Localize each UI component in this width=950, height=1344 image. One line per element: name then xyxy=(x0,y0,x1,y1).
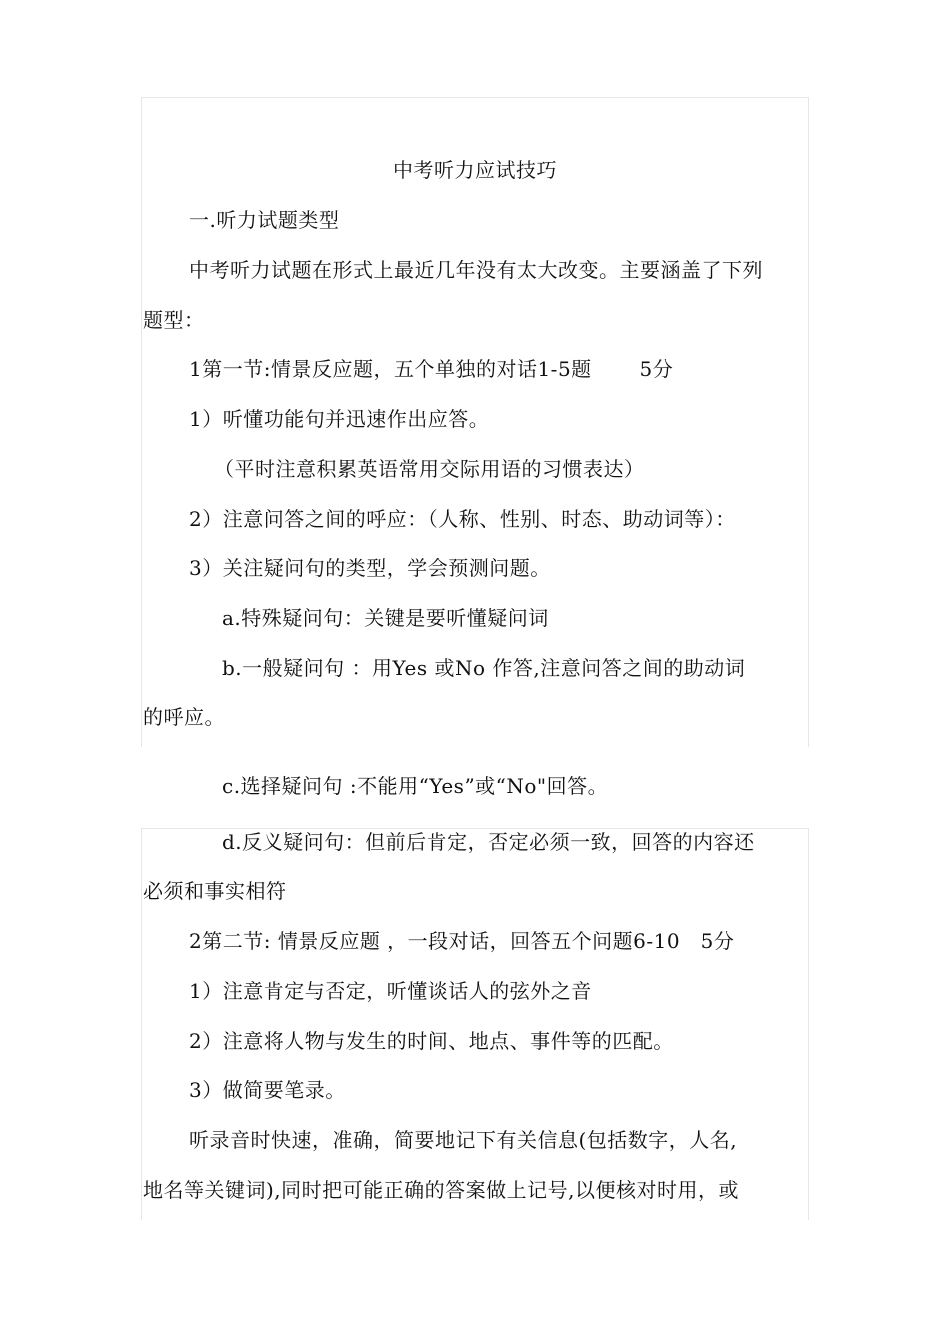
part-1-item-2: 2）注意问答之间的呼应：（人称、性别、时态、助动词等）： xyxy=(189,507,736,531)
question-type-d-line-2: 必须和事实相符 xyxy=(143,879,287,903)
question-type-d-line-1: d.反义疑问句：但前后肯定，否定必须一致，回答的内容还 xyxy=(222,830,755,854)
part-1-item-3: 3）关注疑问句的类型，学会预测问题。 xyxy=(189,556,551,580)
intro-paragraph-line-1: 中考听力试题在形式上最近几年没有太大改变。主要涵盖了下列 xyxy=(189,258,763,282)
question-type-c: c.选择疑问句 :不能用“Yes”或“No"回答。 xyxy=(222,774,609,798)
part-1-item-1: 1）听懂功能句并迅速作出应答。 xyxy=(189,407,490,431)
part-2-item-2: 2）注意将人物与发生的时间、地点、事件等的匹配。 xyxy=(189,1029,674,1053)
question-type-a: a.特殊疑问句：关键是要听懂疑问词 xyxy=(222,606,549,630)
part-2-item-3: 3）做简要笔录。 xyxy=(189,1078,346,1102)
question-type-b-line-2: 的呼应。 xyxy=(143,705,225,729)
part-2-item-1: 1）注意肯定与否定，听懂谈话人的弦外之音 xyxy=(189,979,592,1003)
part-1-note: （平时注意积累英语常用交际用语的习惯表达） xyxy=(214,457,645,481)
document-title: 中考听力应试技巧 xyxy=(393,158,557,182)
question-type-b-line-1: b.一般疑问句 ：用Yes 或No 作答,注意问答之间的助动词 xyxy=(222,656,746,680)
intro-paragraph-line-2: 题型： xyxy=(143,308,205,332)
notes-paragraph-line-2: 地名等关键词),同时把可能正确的答案做上记号,以便核对时用，或 xyxy=(143,1178,740,1202)
section-heading: 一.听力试题类型 xyxy=(189,208,340,232)
part-2-heading: 2第二节: 情景反应题 ，一段对话，回答五个问题6-10 5分 xyxy=(189,929,735,953)
part-1-heading: 1第一节:情景反应题，五个单独的对话1-5题 5分 xyxy=(189,357,674,381)
notes-paragraph-line-1: 听录音时快速，准确，简要地记下有关信息(包括数字，人名, xyxy=(189,1128,738,1152)
